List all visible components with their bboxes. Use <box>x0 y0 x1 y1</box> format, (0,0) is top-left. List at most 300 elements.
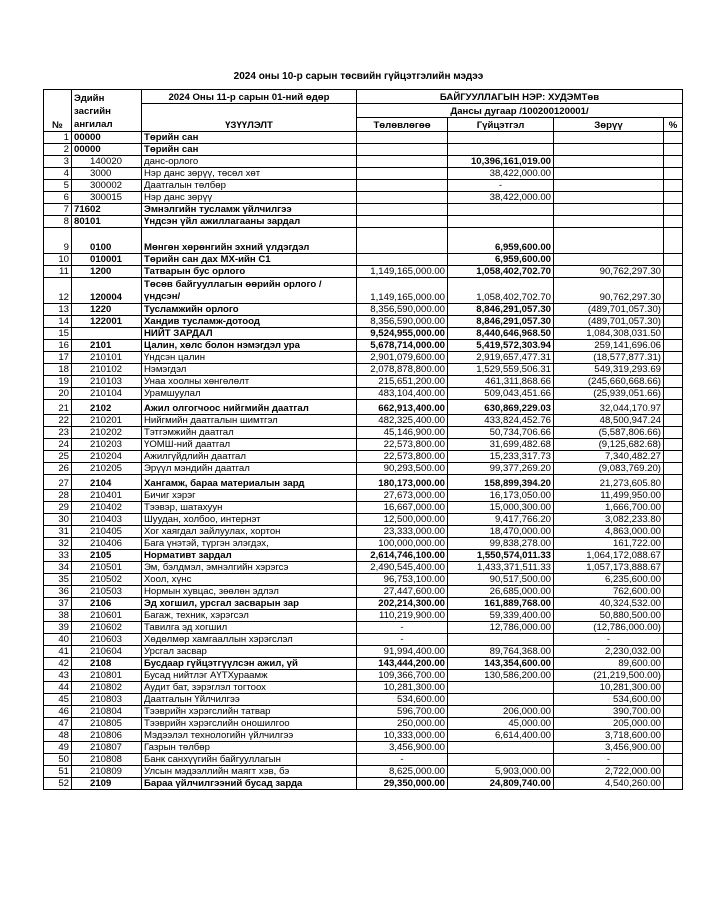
table-row <box>44 622 683 634</box>
row-actual: 6,614,400.00 <box>448 730 554 742</box>
row-code: 210202 <box>72 427 142 439</box>
row-diff: 1,084,308,031.50 <box>554 328 664 340</box>
row-code: 2104 <box>72 475 142 490</box>
row-pct <box>664 316 683 328</box>
row-code: 210809 <box>72 766 142 778</box>
row-code: 210803 <box>72 694 142 706</box>
table-row <box>44 526 683 538</box>
row-actual: 15,233,317.73 <box>448 451 554 463</box>
row-number: 29 <box>44 502 72 514</box>
row-code: 0100 <box>72 228 142 254</box>
row-plan <box>357 192 448 204</box>
row-diff: 762,600.00 <box>554 586 664 598</box>
row-code <box>72 328 142 340</box>
header-actual: Гүйцэтгэл <box>448 118 554 132</box>
row-diff: (9,125,682.68) <box>554 439 664 451</box>
row-name: Нормын хувцас, зөөлөн эдлэл <box>142 586 357 598</box>
row-number: 11 <box>44 266 72 278</box>
row-actual: 1,058,402,702.70 <box>448 278 554 304</box>
row-name: Нэр данс зөрүү, төсөл хөт <box>142 168 357 180</box>
row-code: 210604 <box>72 646 142 658</box>
row-plan <box>357 216 448 228</box>
row-plan: 27,673,000.00 <box>357 490 448 502</box>
row-diff: 259,141,696.06 <box>554 340 664 352</box>
table-row <box>44 574 683 586</box>
table-row <box>44 463 683 475</box>
row-number: 34 <box>44 562 72 574</box>
table-row <box>44 364 683 376</box>
row-number: 17 <box>44 352 72 364</box>
table-row <box>44 598 683 610</box>
row-actual: 6,959,600.00 <box>448 254 554 266</box>
row-actual: 206,000.00 <box>448 706 554 718</box>
row-plan: 29,350,000.00 <box>357 778 448 790</box>
row-diff: 4,540,260.00 <box>554 778 664 790</box>
row-actual: 1,433,371,511.33 <box>448 562 554 574</box>
row-actual: 158,899,394.20 <box>448 475 554 490</box>
table-row <box>44 670 683 682</box>
table-row <box>44 254 683 266</box>
row-code: 2106 <box>72 598 142 610</box>
table-row <box>44 718 683 730</box>
row-plan: 8,356,590,000.00 <box>357 316 448 328</box>
row-name: данс-орлого <box>142 156 357 168</box>
row-actual: 5,903,000.00 <box>448 766 554 778</box>
row-pct <box>664 427 683 439</box>
row-number: 49 <box>44 742 72 754</box>
row-diff: 3,456,900.00 <box>554 742 664 754</box>
row-diff: (5,587,806.66) <box>554 427 664 439</box>
row-code: 300002 <box>72 180 142 192</box>
row-plan: 662,913,400.00 <box>357 400 448 415</box>
row-pct <box>664 304 683 316</box>
row-pct <box>664 463 683 475</box>
row-plan: 250,000.00 <box>357 718 448 730</box>
row-name: Даатгалын төлбөр <box>142 180 357 192</box>
table-row <box>44 742 683 754</box>
row-name: Даатгалын Үйлчилгээ <box>142 694 357 706</box>
row-name: Газрын төлбөр <box>142 742 357 754</box>
table-row <box>44 204 683 216</box>
row-actual <box>448 216 554 228</box>
table-row <box>44 514 683 526</box>
row-pct <box>664 439 683 451</box>
table-row <box>44 427 683 439</box>
row-name: Төрийн сан <box>142 132 357 144</box>
row-code: 00000 <box>72 144 142 156</box>
row-plan: 2,078,878,800.00 <box>357 364 448 376</box>
row-name: Улсын мэдээллийн маягт хэв, бэ <box>142 766 357 778</box>
row-code: 122001 <box>72 316 142 328</box>
row-code: 2109 <box>72 778 142 790</box>
row-name: Эмнэлгийн тусламж үйлчилгээ <box>142 204 357 216</box>
row-pct <box>664 180 683 192</box>
row-diff: 1,057,173,888.67 <box>554 562 664 574</box>
row-number: 19 <box>44 376 72 388</box>
row-actual: 24,809,740.00 <box>448 778 554 790</box>
row-number: 48 <box>44 730 72 742</box>
table-row <box>44 475 683 490</box>
row-code: 210804 <box>72 706 142 718</box>
row-number: 26 <box>44 463 72 475</box>
row-plan: 90,293,500.00 <box>357 463 448 475</box>
row-name: Нэр данс зөрүү <box>142 192 357 204</box>
row-actual: 2,919,657,477.31 <box>448 352 554 364</box>
row-name: Аудит бат, зэрэглэл тогтоох <box>142 682 357 694</box>
row-code: 210808 <box>72 754 142 766</box>
table-row <box>44 451 683 463</box>
row-number: 41 <box>44 646 72 658</box>
row-number: 38 <box>44 610 72 622</box>
header-indicator: ҮЗҮҮЛЭЛТ <box>142 104 357 132</box>
row-number: 32 <box>44 538 72 550</box>
row-code: 1220 <box>72 304 142 316</box>
row-diff <box>554 168 664 180</box>
table-row <box>44 610 683 622</box>
row-diff: 50,880,500.00 <box>554 610 664 622</box>
row-diff <box>554 132 664 144</box>
row-number: 50 <box>44 754 72 766</box>
row-name: Урамшуулал <box>142 388 357 400</box>
table-row <box>44 278 683 304</box>
row-pct <box>664 254 683 266</box>
row-name: Хангамж, бараа материалын зард <box>142 475 357 490</box>
row-number: 15 <box>44 328 72 340</box>
row-diff: 90,762,297.30 <box>554 278 664 304</box>
row-pct <box>664 376 683 388</box>
row-code: 1200 <box>72 266 142 278</box>
row-name: ҮОМШ-ний даатгал <box>142 439 357 451</box>
header-account: Дансы дугаар /100200120001/ <box>357 104 683 118</box>
row-plan: 45,146,900.00 <box>357 427 448 439</box>
table-row <box>44 658 683 670</box>
row-pct <box>664 132 683 144</box>
row-pct <box>664 586 683 598</box>
row-diff: 90,762,297.30 <box>554 266 664 278</box>
row-code: 210203 <box>72 439 142 451</box>
row-plan: 534,600.00 <box>357 694 448 706</box>
row-actual: 90,517,500.00 <box>448 574 554 586</box>
row-name: Бусад нийтлэг АҮТХураамж <box>142 670 357 682</box>
row-code: 80101 <box>72 216 142 228</box>
row-pct <box>664 718 683 730</box>
row-number: 31 <box>44 526 72 538</box>
row-code: 210205 <box>72 463 142 475</box>
row-diff: (489,701,057.30) <box>554 304 664 316</box>
row-actual: 143,354,600.00 <box>448 658 554 670</box>
row-diff <box>554 228 664 254</box>
table-row <box>44 694 683 706</box>
row-actual: 8,846,291,057.30 <box>448 316 554 328</box>
row-plan: 9,524,955,000.00 <box>357 328 448 340</box>
row-name: Төсөв байгууллагын өөрийн орлого /үндсэн/ <box>142 278 357 304</box>
row-code: 210801 <box>72 670 142 682</box>
table-row <box>44 415 683 427</box>
row-diff: 10,281,300.00 <box>554 682 664 694</box>
row-actual: 99,838,278.00 <box>448 538 554 550</box>
row-code: 2101 <box>72 340 142 352</box>
row-plan <box>357 204 448 216</box>
row-code: 210102 <box>72 364 142 376</box>
row-name: Бараа үйлчилгээний бусад зарда <box>142 778 357 790</box>
row-name: Мөнгөн хөрөнгийн эхний үлдэгдэл <box>142 228 357 254</box>
row-number: 4 <box>44 168 72 180</box>
row-pct <box>664 694 683 706</box>
row-diff: 549,319,293.69 <box>554 364 664 376</box>
row-pct <box>664 228 683 254</box>
row-number: 40 <box>44 634 72 646</box>
row-plan <box>357 156 448 168</box>
row-name: Тээврийн хэрэгслийн татвар <box>142 706 357 718</box>
row-plan <box>357 254 448 266</box>
row-plan: 8,625,000.00 <box>357 766 448 778</box>
row-diff <box>554 144 664 156</box>
row-actual: - <box>448 180 554 192</box>
row-code: 3000 <box>72 168 142 180</box>
table-row <box>44 766 683 778</box>
row-number: 44 <box>44 682 72 694</box>
row-plan: 483,104,400.00 <box>357 388 448 400</box>
row-diff: 89,600.00 <box>554 658 664 670</box>
table-row <box>44 490 683 502</box>
row-code: 210502 <box>72 574 142 586</box>
row-code: 010001 <box>72 254 142 266</box>
row-number: 30 <box>44 514 72 526</box>
row-code: 2105 <box>72 550 142 562</box>
row-diff: (9,083,769.20) <box>554 463 664 475</box>
row-code: 2102 <box>72 400 142 415</box>
row-plan <box>357 228 448 254</box>
row-code: 210104 <box>72 388 142 400</box>
row-name: Унаа хоолны хөнгөлөлт <box>142 376 357 388</box>
row-actual: 12,786,000.00 <box>448 622 554 634</box>
row-name: Эд хогшил, урсгал засварын зар <box>142 598 357 610</box>
row-diff <box>554 180 664 192</box>
row-plan: 2,901,079,600.00 <box>357 352 448 364</box>
table-row <box>44 192 683 204</box>
row-name: Багаж, техник, хэрэгсэл <box>142 610 357 622</box>
row-code: 210503 <box>72 586 142 598</box>
row-actual: 99,377,269.20 <box>448 463 554 475</box>
row-plan: 143,444,200.00 <box>357 658 448 670</box>
row-number: 27 <box>44 475 72 490</box>
row-name: Төрийн сан дах МХ-ийн С1 <box>142 254 357 266</box>
row-number: 18 <box>44 364 72 376</box>
row-plan: 3,456,900.00 <box>357 742 448 754</box>
row-plan: - <box>357 622 448 634</box>
row-pct <box>664 682 683 694</box>
row-diff: 2,230,032.00 <box>554 646 664 658</box>
row-number: 42 <box>44 658 72 670</box>
row-name: Эм, бэлдмэл, эмнэлгийн хэрэгсэ <box>142 562 357 574</box>
row-pct <box>664 192 683 204</box>
row-name: Хөдөлмөр хамгааллын хэрэгслэл <box>142 634 357 646</box>
row-actual: 31,699,482.68 <box>448 439 554 451</box>
row-pct <box>664 670 683 682</box>
row-plan: 2,490,545,400.00 <box>357 562 448 574</box>
table-row <box>44 586 683 598</box>
row-pct <box>664 266 683 278</box>
row-actual: 630,869,229.03 <box>448 400 554 415</box>
table-row <box>44 144 683 156</box>
row-diff: (245,660,668.66) <box>554 376 664 388</box>
header-diff: Зөрүү <box>554 118 664 132</box>
row-pct <box>664 598 683 610</box>
row-name: Тавилга эд хогшил <box>142 622 357 634</box>
row-pct <box>664 550 683 562</box>
header-plan: Төлөвлөгөө <box>357 118 448 132</box>
row-plan: 96,753,100.00 <box>357 574 448 586</box>
row-number: 46 <box>44 706 72 718</box>
row-name: Мэдээлэл технологийн үйлчилгээ <box>142 730 357 742</box>
row-code: 210406 <box>72 538 142 550</box>
row-actual: 10,396,161,019.00 <box>448 156 554 168</box>
row-name: Бичиг хэрэг <box>142 490 357 502</box>
row-code: 71602 <box>72 204 142 216</box>
row-plan: 91,994,400.00 <box>357 646 448 658</box>
row-plan: 1,149,165,000.00 <box>357 266 448 278</box>
row-plan: 109,366,700.00 <box>357 670 448 682</box>
row-code: 210805 <box>72 718 142 730</box>
row-name: Тээвэр, шатахуун <box>142 502 357 514</box>
row-diff <box>554 204 664 216</box>
table-row <box>44 646 683 658</box>
row-number: 47 <box>44 718 72 730</box>
row-actual: 18,470,000.00 <box>448 526 554 538</box>
row-actual: 1,058,402,702.70 <box>448 266 554 278</box>
row-code: 210405 <box>72 526 142 538</box>
row-pct <box>664 574 683 586</box>
row-pct <box>664 634 683 646</box>
row-plan: 27,447,600.00 <box>357 586 448 598</box>
row-pct <box>664 156 683 168</box>
row-diff <box>554 216 664 228</box>
row-code: 210603 <box>72 634 142 646</box>
row-plan: 180,173,000.00 <box>357 475 448 490</box>
row-number: 21 <box>44 400 72 415</box>
row-name: НИЙТ ЗАРДАЛ <box>142 328 357 340</box>
table-row <box>44 778 683 790</box>
row-actual: 38,422,000.00 <box>448 168 554 180</box>
header-no: № <box>44 90 72 132</box>
table-row <box>44 328 683 340</box>
row-diff: 1,666,700.00 <box>554 502 664 514</box>
row-code: 2108 <box>72 658 142 670</box>
table-row <box>44 132 683 144</box>
row-name: Банк санхүүгийн байгууллагын <box>142 754 357 766</box>
row-name: Хандив тусламж-дотоод <box>142 316 357 328</box>
row-actual <box>448 132 554 144</box>
row-actual: 89,764,368.00 <box>448 646 554 658</box>
row-diff: (25,939,051.66) <box>554 388 664 400</box>
row-number: 1 <box>44 132 72 144</box>
row-actual: 59,339,400.00 <box>448 610 554 622</box>
row-pct <box>664 706 683 718</box>
row-plan: 100,000,000.00 <box>357 538 448 550</box>
row-code: 300015 <box>72 192 142 204</box>
row-diff: 161,722.00 <box>554 538 664 550</box>
row-code: 210602 <box>72 622 142 634</box>
row-pct <box>664 490 683 502</box>
row-number: 13 <box>44 304 72 316</box>
row-code: 210201 <box>72 415 142 427</box>
row-pct <box>664 658 683 670</box>
row-plan: 22,573,800.00 <box>357 439 448 451</box>
row-number: 43 <box>44 670 72 682</box>
row-number: 6 <box>44 192 72 204</box>
row-number: 7 <box>44 204 72 216</box>
row-number: 39 <box>44 622 72 634</box>
row-diff: 4,863,000.00 <box>554 526 664 538</box>
row-number: 23 <box>44 427 72 439</box>
table-row <box>44 156 683 168</box>
row-name: Үндсэн үйл ажиллагааны зардал <box>142 216 357 228</box>
row-plan: 202,214,300.00 <box>357 598 448 610</box>
row-plan: 23,333,000.00 <box>357 526 448 538</box>
row-diff: - <box>554 754 664 766</box>
row-diff: 11,499,950.00 <box>554 490 664 502</box>
row-diff: 3,718,600.00 <box>554 730 664 742</box>
row-code: 210401 <box>72 490 142 502</box>
row-actual: 1,529,559,506.31 <box>448 364 554 376</box>
row-number: 12 <box>44 278 72 304</box>
row-plan: 596,700.00 <box>357 706 448 718</box>
row-number: 2 <box>44 144 72 156</box>
row-diff: 1,064,172,088.67 <box>554 550 664 562</box>
row-pct <box>664 610 683 622</box>
row-actual: 38,422,000.00 <box>448 192 554 204</box>
row-actual: 8,440,646,968.50 <box>448 328 554 340</box>
row-plan: 12,500,000.00 <box>357 514 448 526</box>
row-actual: 161,889,768.00 <box>448 598 554 610</box>
row-diff <box>554 192 664 204</box>
row-actual: 45,000.00 <box>448 718 554 730</box>
row-diff: 6,235,600.00 <box>554 574 664 586</box>
row-pct <box>664 754 683 766</box>
row-code: 140020 <box>72 156 142 168</box>
row-actual: 5,419,572,303.94 <box>448 340 554 352</box>
row-code: 210101 <box>72 352 142 364</box>
row-name: Хог хаягдал зайлуулах, хортон <box>142 526 357 538</box>
table-row <box>44 388 683 400</box>
row-diff: 40,324,532.00 <box>554 598 664 610</box>
row-actual <box>448 634 554 646</box>
row-diff: 48,500,947.24 <box>554 415 664 427</box>
table-row <box>44 228 683 254</box>
row-name: Үндсэн цалин <box>142 352 357 364</box>
row-plan: 5,678,714,000.00 <box>357 340 448 352</box>
row-name: Хоол, хүнс <box>142 574 357 586</box>
table-row <box>44 376 683 388</box>
row-plan <box>357 144 448 156</box>
row-number: 3 <box>44 156 72 168</box>
row-diff: 390,700.00 <box>554 706 664 718</box>
row-code: 210204 <box>72 451 142 463</box>
row-number: 16 <box>44 340 72 352</box>
row-plan: 10,333,000.00 <box>357 730 448 742</box>
row-actual: 16,173,050.00 <box>448 490 554 502</box>
row-number: 35 <box>44 574 72 586</box>
row-code: 210802 <box>72 682 142 694</box>
row-pct <box>664 730 683 742</box>
row-plan: 215,651,200.00 <box>357 376 448 388</box>
row-actual <box>448 754 554 766</box>
row-plan <box>357 168 448 180</box>
report-title: 2024 оны 10-р сарын төсвийн гүйцэтгэлийн мэдээ <box>233 71 484 82</box>
row-plan: 482,325,400.00 <box>357 415 448 427</box>
row-name: Нэмэгдэл <box>142 364 357 376</box>
row-pct <box>664 144 683 156</box>
